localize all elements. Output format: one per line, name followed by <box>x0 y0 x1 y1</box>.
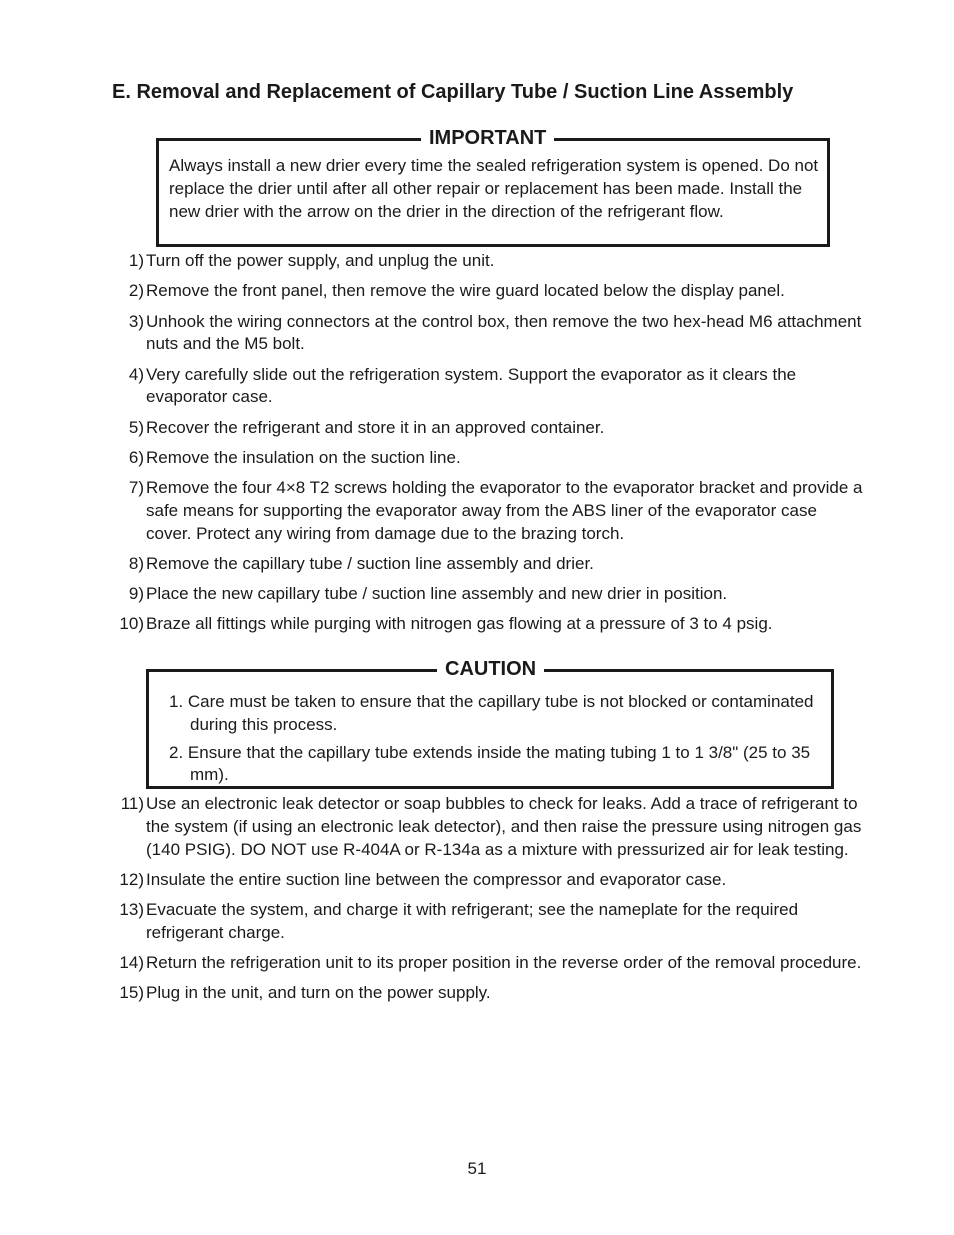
section-heading: E. Removal and Replacement of Capillary Tube / Suction Line Assembly <box>112 81 794 103</box>
step-number: 12) <box>119 869 144 889</box>
step-number: 15) <box>119 983 144 1003</box>
step-text: Return the refrigeration unit to its proper position in the reverse order of the removal procedure. <box>146 953 862 972</box>
step-text: Place the new capillary tube / suction line assembly and new drier in position. <box>146 584 728 603</box>
procedure-steps-part1 <box>0 250 954 644</box>
important-notice-box <box>156 127 830 247</box>
step-number: 7) <box>128 478 144 497</box>
important-notice-text: Always install a new drier every time the sealed refrigeration system is opened. Do not replace the drier until after all other repair or replacement has been made. Install the new drier with the arrow on the drier in the direction of the refrigerant flow. <box>169 156 819 221</box>
step-text: Plug in the unit, and turn on the power supply. <box>146 983 491 1003</box>
step-item <box>0 447 954 470</box>
step-number: 9) <box>128 584 144 603</box>
step-item <box>0 417 954 440</box>
page-number: 51 <box>467 1159 487 1178</box>
procedure-steps-part2 <box>0 793 954 1013</box>
step-item <box>0 553 954 576</box>
step-item <box>0 982 954 1005</box>
step-number: 4) <box>128 364 144 384</box>
caution-item: 1. Care must be taken to ensure that the capillary tube is not blocked or contaminated during this process. <box>169 692 814 734</box>
step-text: Unhook the wiring connectors at the control box, then remove the two hex-head M6 attachment nuts and the M5 bolt. <box>146 311 862 354</box>
caution-notice-box <box>146 658 834 789</box>
step-number: 8) <box>128 553 144 573</box>
step-item <box>0 952 954 975</box>
caution-item: 2. Ensure that the capillary tube extends inside the mating tubing 1 to 1 3/8" (25 to 35 mm). <box>169 742 811 785</box>
step-number: 1) <box>128 251 144 270</box>
step-item <box>0 250 954 273</box>
step-number: 5) <box>128 417 144 437</box>
step-item <box>0 899 954 945</box>
step-number: 10) <box>119 614 144 634</box>
step-text: Use an electronic leak detector or soap bubbles to check for leaks. Add a trace of refrigerant to the system (if using an electronic leak detector), and then raise the pressure using nitrogen gas (140 PSIG). DO NOT use R-404A or R-134a as a mixture with pressurized air for leak testing. <box>146 794 862 859</box>
step-item <box>0 477 954 545</box>
step-text: Braze all fittings while purging with nitrogen gas flowing at a pressure of 3 to 4 psig. <box>146 614 773 634</box>
step-number: 14) <box>119 953 144 972</box>
step-number: 6) <box>128 447 144 467</box>
step-text: Remove the front panel, then remove the wire guard located below the display panel. <box>146 281 785 301</box>
step-text: Remove the four 4×8 T2 screws holding the evaporator to the evaporator bracket and provide a safe means for supporting the evaporator away from the ABS liner of the evaporator case cover. Protect any wiring from damage due to the brazing torch. <box>146 478 863 543</box>
step-item <box>0 869 954 892</box>
caution-list <box>169 691 817 792</box>
step-number: 2) <box>128 281 144 301</box>
step-text: Evacuate the system, and charge it with refrigerant; see the nameplate for the required refrigerant charge. <box>146 900 799 942</box>
step-item <box>0 280 954 303</box>
step-item <box>0 793 954 861</box>
step-text: Turn off the power supply, and unplug the unit. <box>146 251 495 270</box>
important-notice-title: IMPORTANT <box>421 126 554 150</box>
step-number: 11) <box>120 794 144 813</box>
step-text: Insulate the entire suction line between the compressor and evaporator case. <box>146 869 727 889</box>
step-number: 3) <box>128 311 144 331</box>
caution-notice-title: CAUTION <box>437 657 544 681</box>
step-text: Remove the capillary tube / suction line assembly and drier. <box>146 553 594 573</box>
step-item <box>0 613 954 636</box>
step-number: 13) <box>119 900 144 919</box>
step-text: Very carefully slide out the refrigeration system. Support the evaporator as it clears the evaporator case. <box>146 364 797 407</box>
step-item <box>0 583 954 606</box>
step-item <box>0 311 954 357</box>
step-text: Recover the refrigerant and store it in an approved container. <box>146 417 605 437</box>
step-item <box>0 364 954 410</box>
step-text: Remove the insulation on the suction line. <box>146 447 461 467</box>
